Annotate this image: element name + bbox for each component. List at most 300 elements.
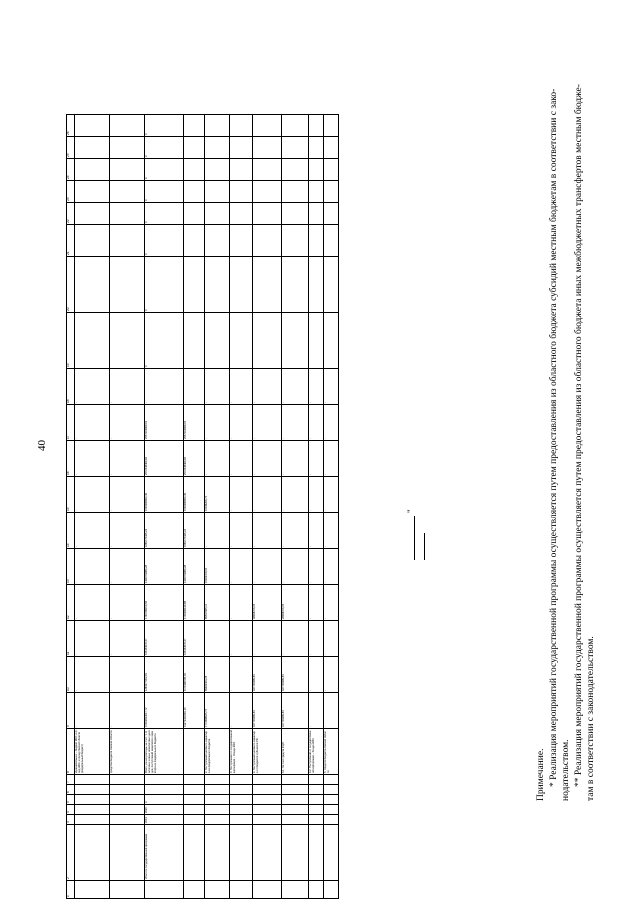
indicator-cell: [230, 137, 253, 159]
row-cell: [309, 825, 324, 881]
amount-cell: 2557004968,03: [184, 405, 205, 441]
row-cell: [145, 881, 184, 899]
row-cell: [205, 795, 230, 805]
row-cell: [309, 785, 324, 795]
amount-cell: -: [75, 477, 110, 513]
header-cell: 21: [67, 225, 75, 257]
header-cell: 20: [67, 257, 75, 313]
amount-cell: -: [75, 693, 110, 729]
amount-cell: 1281977002,81: [145, 657, 184, 693]
indicator-cell: [282, 115, 309, 137]
header-cell: 15: [67, 477, 75, 513]
indicator-cell: [324, 137, 339, 159]
note-2-cont: там в соответствии с законодательством.: [586, 636, 596, 801]
header-cell: 18: [67, 369, 75, 405]
header-cell: 24: [67, 159, 75, 181]
amount-cell: 69482303,26: [205, 657, 230, 693]
row-cell: [75, 881, 110, 899]
amount-cell: -: [110, 621, 145, 657]
row-description: 5. Средств бюджета Омской области: [324, 729, 339, 775]
amount-cell: 1406753884,28: [184, 549, 205, 585]
amount-cell: 85537665,11: [205, 585, 230, 621]
amount-cell: 1406753884,28: [145, 549, 184, 585]
header-cell: 1: [67, 881, 75, 899]
amount-cell: -: [309, 405, 324, 441]
indicator-cell: Х: [145, 257, 184, 313]
row-cell: [110, 775, 145, 785]
row-cell: 2014: [145, 815, 184, 825]
row-cell: [309, 805, 324, 815]
row-cell: [282, 881, 309, 899]
amount-cell: -: [253, 441, 282, 477]
indicator-cell: [230, 115, 253, 137]
amount-cell: -: [184, 369, 205, 405]
indicator-cell: [253, 115, 282, 137]
amount-cell: -: [324, 513, 339, 549]
amount-cell: -: [282, 441, 309, 477]
amount-cell: -: [324, 477, 339, 513]
amount-cell: 1535986890,49: [184, 477, 205, 513]
row-cell: [324, 775, 339, 785]
page-number: 40: [36, 440, 48, 451]
indicator-cell: [110, 181, 145, 203]
amount-cell: 427709489,84: [282, 657, 309, 693]
row-description: Всего, из них расходы за счет: 1. Налоговых и иных неналоговых доходов, поступлений нецелевого характера из федерального бюджета: [145, 729, 184, 775]
table-body: [67, 115, 339, 899]
row-cell: [75, 785, 110, 795]
amount-cell: -: [75, 549, 110, 585]
header-cell: 10: [67, 657, 75, 693]
amount-cell: -: [75, 441, 110, 477]
header-cell: 19: [67, 313, 75, 369]
amount-cell: -: [309, 621, 324, 657]
amount-cell: -: [75, 585, 110, 621]
indicator-cell: [253, 257, 282, 313]
row-cell: [75, 795, 110, 805]
amount-cell: -: [230, 369, 253, 405]
row-cell: [230, 795, 253, 805]
row-description: 2. Поступлений целевого характера из федерального бюджета: [205, 729, 230, 775]
indicator-cell: [205, 313, 230, 369]
amount-cell: 15003478,00: [205, 549, 230, 585]
indicator-cell: [184, 115, 205, 137]
table-row: [253, 115, 282, 899]
row-cell: [253, 881, 282, 899]
row-cell: [324, 795, 339, 805]
amount-cell: -: [110, 513, 145, 549]
amount-cell: 427709489,84: [282, 693, 309, 729]
row-cell: [205, 881, 230, 899]
indicator-cell: [253, 203, 282, 225]
amount-cell: -: [230, 477, 253, 513]
row-description: муниципальных – бюджет ККО; в фонд ЖКХ, в фонд Омской области (федеральный бюджет): [75, 729, 110, 775]
amount-cell: 427709489,84: [253, 693, 282, 729]
indicator-cell: [253, 159, 282, 181]
indicator-cell: [282, 257, 309, 313]
amount-cell: -: [110, 549, 145, 585]
amount-cell: -: [110, 657, 145, 693]
note-1: * Реализация мероприятий государственной программы осуществляется путем предоставления из областного бюджета субсидий местным бюджетам в соответствии с зако-: [548, 88, 559, 787]
indicator-cell: [184, 313, 205, 369]
row-cell: [282, 815, 309, 825]
indicator-cell: Х: [145, 159, 184, 181]
indicator-cell: Х: [145, 225, 184, 257]
row-cell: [282, 795, 309, 805]
indicator-cell: [205, 203, 230, 225]
amount-cell: -: [230, 585, 253, 621]
row-cell: [230, 805, 253, 815]
amount-cell: 2557004968,03: [145, 405, 184, 441]
amount-cell: 415154576,07: [145, 621, 184, 657]
row-cell: 2020: [145, 805, 184, 815]
row-cell: [309, 775, 324, 785]
amount-cell: -: [282, 405, 309, 441]
amount-cell: -: [110, 585, 145, 621]
table-row: [110, 115, 145, 899]
amount-cell: -: [205, 405, 230, 441]
closing-line: [414, 516, 415, 560]
indicator-cell: [205, 181, 230, 203]
row-description: 4. Поступлений целевого характера от бюджетов субъектов РФ: [253, 729, 282, 775]
indicator-cell: [230, 225, 253, 257]
amount-cell: -: [205, 441, 230, 477]
row-cell: [309, 881, 324, 899]
amount-cell: -: [253, 369, 282, 405]
row-cell: [253, 815, 282, 825]
indicator-cell: [282, 225, 309, 257]
indicator-cell: [309, 203, 324, 225]
indicator-cell: [230, 313, 253, 369]
row-cell: [205, 775, 230, 785]
amount-cell: 10046206,70: [205, 477, 230, 513]
indicator-cell: [309, 225, 324, 257]
amount-cell: -: [75, 405, 110, 441]
indicator-cell: [230, 203, 253, 225]
header-cell: 23: [67, 181, 75, 203]
indicator-cell: [75, 313, 110, 369]
header-cell: 13: [67, 549, 75, 585]
amount-cell: 1535986890,49: [145, 477, 184, 513]
indicator-cell: [324, 159, 339, 181]
amount-cell: -: [324, 585, 339, 621]
row-cell: [75, 825, 110, 881]
row-cell: [324, 785, 339, 795]
indicator-cell: [110, 137, 145, 159]
indicator-cell: [205, 115, 230, 137]
indicator-cell: [324, 225, 339, 257]
indicator-cell: [205, 257, 230, 313]
amount-cell: -: [110, 693, 145, 729]
indicator-cell: Х: [145, 181, 184, 203]
row-cell: [110, 795, 145, 805]
row-cell: [309, 795, 324, 805]
row-cell: [184, 785, 205, 795]
indicator-cell: [324, 181, 339, 203]
row-cell: [184, 815, 205, 825]
indicator-cell: [282, 313, 309, 369]
indicator-cell: [184, 181, 205, 203]
row-cell: [282, 775, 309, 785]
amount-cell: -: [309, 585, 324, 621]
row-cell: [282, 805, 309, 815]
row-cell: [110, 805, 145, 815]
row-cell: [184, 881, 205, 899]
amount-cell: -: [324, 549, 339, 585]
amount-cell: -: [205, 513, 230, 549]
row-cell: [145, 785, 184, 795]
indicator-cell: [75, 137, 110, 159]
notes-heading: Примечание.: [536, 748, 546, 801]
indicator-cell: [253, 137, 282, 159]
amount-cell: -: [309, 477, 324, 513]
table-row: [324, 115, 339, 899]
row-cell: [230, 825, 253, 881]
indicator-cell: [75, 181, 110, 203]
indicator-cell: [324, 115, 339, 137]
amount-cell: 1683775445,24: [184, 513, 205, 549]
indicator-cell: [75, 203, 110, 225]
row-cell: [324, 805, 339, 815]
amount-cell: -: [324, 657, 339, 693]
indicator-cell: [253, 181, 282, 203]
amount-cell: 415154576,07: [184, 621, 205, 657]
amount-cell: 2570548469,82: [184, 441, 205, 477]
row-cell: [253, 825, 282, 881]
indicator-cell: Х: [145, 137, 184, 159]
amount-cell: -: [110, 369, 145, 405]
header-cell: 25: [67, 137, 75, 159]
amount-cell: -: [282, 477, 309, 513]
row-cell: [253, 785, 282, 795]
indicator-cell: [110, 257, 145, 313]
amount-cell: -: [324, 441, 339, 477]
amount-cell: -: [282, 513, 309, 549]
indicator-cell: [184, 225, 205, 257]
table-row: [282, 115, 309, 899]
amount-cell: -: [253, 549, 282, 585]
amount-cell: -: [324, 405, 339, 441]
indicator-cell: [184, 137, 205, 159]
amount-cell: 1700369149,88: [184, 585, 205, 621]
amount-cell: 427709489,84: [253, 657, 282, 693]
header-cell: 22: [67, 203, 75, 225]
indicator-cell: [282, 159, 309, 181]
amount-cell: -: [253, 513, 282, 549]
indicator-cell: [309, 159, 324, 181]
indicator-cell: [253, 225, 282, 257]
indicator-cell: Х: [145, 115, 184, 137]
indicator-cell: [110, 159, 145, 181]
amount-cell: 2570548469,82: [145, 441, 184, 477]
row-description: средства бюджета Омской области: [110, 729, 145, 775]
header-cell: 5: [67, 795, 75, 805]
row-cell: [145, 775, 184, 785]
amount-cell: -: [110, 441, 145, 477]
row-description: 4.1. За счет средств ФЦП: [282, 729, 309, 775]
amount-cell: 1171986785,03: [184, 657, 205, 693]
amount-cell: 1772688625,75: [205, 693, 230, 729]
indicator-cell: [309, 115, 324, 137]
amount-cell: 38998376,05: [253, 585, 282, 621]
row-cell: [110, 825, 145, 881]
amount-cell: -: [282, 369, 309, 405]
amount-cell: -: [75, 657, 110, 693]
row-cell: [324, 881, 339, 899]
row-cell: [282, 785, 309, 795]
row-cell: [184, 775, 205, 785]
amount-cell: -: [75, 513, 110, 549]
row-description: [184, 729, 205, 775]
row-cell: [75, 815, 110, 825]
amount-cell: -: [110, 405, 145, 441]
header-cell: 17: [67, 405, 75, 441]
amount-cell: -: [230, 549, 253, 585]
row-cell: [282, 825, 309, 881]
amount-cell: -: [253, 477, 282, 513]
amount-cell: -: [324, 621, 339, 657]
row-description: 4.2. Поступлений от государственной корпорации – Фонда ЖКХ: [309, 729, 324, 775]
notes-section: [535, 1, 598, 801]
row-cell: [184, 805, 205, 815]
row-cell: [110, 785, 145, 795]
row-cell: [75, 805, 110, 815]
table-row: [309, 115, 324, 899]
amount-cell: -: [253, 405, 282, 441]
amount-cell: -: [324, 369, 339, 405]
row-cell: Х: [145, 795, 184, 805]
indicator-cell: [75, 257, 110, 313]
row-cell: [205, 825, 230, 881]
row-description: 3. Поступлений от государственной корпорации – Фонда ЖКХ: [230, 729, 253, 775]
closing-line: [424, 533, 425, 560]
row-cell: [205, 785, 230, 795]
header-cell: 6: [67, 785, 75, 795]
indicator-cell: [184, 159, 205, 181]
amount-cell: -: [230, 693, 253, 729]
amount-cell: 1683775445,24: [145, 513, 184, 549]
row-cell: [253, 805, 282, 815]
table-row: [145, 115, 184, 899]
row-cell: [230, 881, 253, 899]
amount-cell: -: [309, 693, 324, 729]
amount-cell: -: [309, 513, 324, 549]
amount-cell: 28998376,05: [282, 585, 309, 621]
amount-cell: -: [110, 477, 145, 513]
row-cell: [184, 825, 205, 881]
header-row: [67, 115, 75, 899]
indicator-cell: [205, 137, 230, 159]
amount-cell: -: [282, 549, 309, 585]
amount-cell: -: [205, 621, 230, 657]
indicator-cell: [205, 225, 230, 257]
amount-cell: -: [230, 405, 253, 441]
header-cell: 14: [67, 513, 75, 549]
indicator-cell: [309, 137, 324, 159]
amount-cell: 13272320281,13: [184, 693, 205, 729]
amount-cell: -: [282, 621, 309, 657]
indicator-cell: [230, 257, 253, 313]
indicator-cell: [282, 203, 309, 225]
amount-cell: -: [75, 621, 110, 657]
table-row: [75, 115, 110, 899]
row-cell: [230, 775, 253, 785]
row-cell: [184, 795, 205, 805]
row-cell: [324, 825, 339, 881]
table-row: [184, 115, 205, 899]
header-cell: 3: [67, 815, 75, 825]
table-row: [230, 115, 253, 899]
indicator-cell: [253, 313, 282, 369]
amount-cell: -: [75, 369, 110, 405]
amount-cell: 15002634017,72: [145, 693, 184, 729]
amount-cell: -: [324, 693, 339, 729]
indicator-cell: [230, 181, 253, 203]
header-cell: 11: [67, 621, 75, 657]
amount-cell: -: [309, 441, 324, 477]
amount-cell: -: [230, 513, 253, 549]
header-cell: 2: [67, 825, 75, 881]
indicator-cell: [309, 181, 324, 203]
indicator-cell: [324, 257, 339, 313]
row-cell: [253, 775, 282, 785]
row-cell: [230, 785, 253, 795]
row-cell: [110, 815, 145, 825]
indicator-cell: [110, 115, 145, 137]
row-cell: [205, 805, 230, 815]
row-cell: [230, 815, 253, 825]
table-row: [205, 115, 230, 899]
indicator-cell: [110, 313, 145, 369]
header-cell: 9: [67, 693, 75, 729]
indicator-cell: [205, 159, 230, 181]
amount-cell: -: [309, 549, 324, 585]
row-cell: [110, 881, 145, 899]
header-cell: 26: [67, 115, 75, 137]
row-cell: Итого по государственной программе: [145, 825, 184, 881]
amount-cell: -: [230, 621, 253, 657]
indicator-cell: Х: [145, 313, 184, 369]
amount-cell: -: [205, 369, 230, 405]
row-cell: [75, 775, 110, 785]
closing-quote: ": [406, 509, 416, 513]
amount-cell: -: [309, 369, 324, 405]
indicator-cell: [75, 115, 110, 137]
indicator-cell: [324, 203, 339, 225]
header-cell: 7: [67, 775, 75, 785]
indicator-cell: [184, 257, 205, 313]
indicator-cell: [75, 225, 110, 257]
indicator-cell: [110, 225, 145, 257]
row-cell: [324, 815, 339, 825]
indicator-cell: [324, 313, 339, 369]
header-cell: 16: [67, 441, 75, 477]
header-cell: 12: [67, 585, 75, 621]
indicator-cell: [110, 203, 145, 225]
indicator-cell: [230, 159, 253, 181]
row-cell: [253, 795, 282, 805]
indicator-cell: [309, 257, 324, 313]
header-cell: 8: [67, 729, 75, 775]
indicator-cell: [309, 313, 324, 369]
row-cell: [205, 815, 230, 825]
program-finance-table: [66, 114, 339, 899]
indicator-cell: [282, 181, 309, 203]
indicator-cell: [184, 203, 205, 225]
indicator-cell: [75, 159, 110, 181]
indicator-cell: [282, 137, 309, 159]
note-1-cont: нодательством.: [561, 739, 571, 801]
amount-cell: 1740789879,56: [145, 585, 184, 621]
